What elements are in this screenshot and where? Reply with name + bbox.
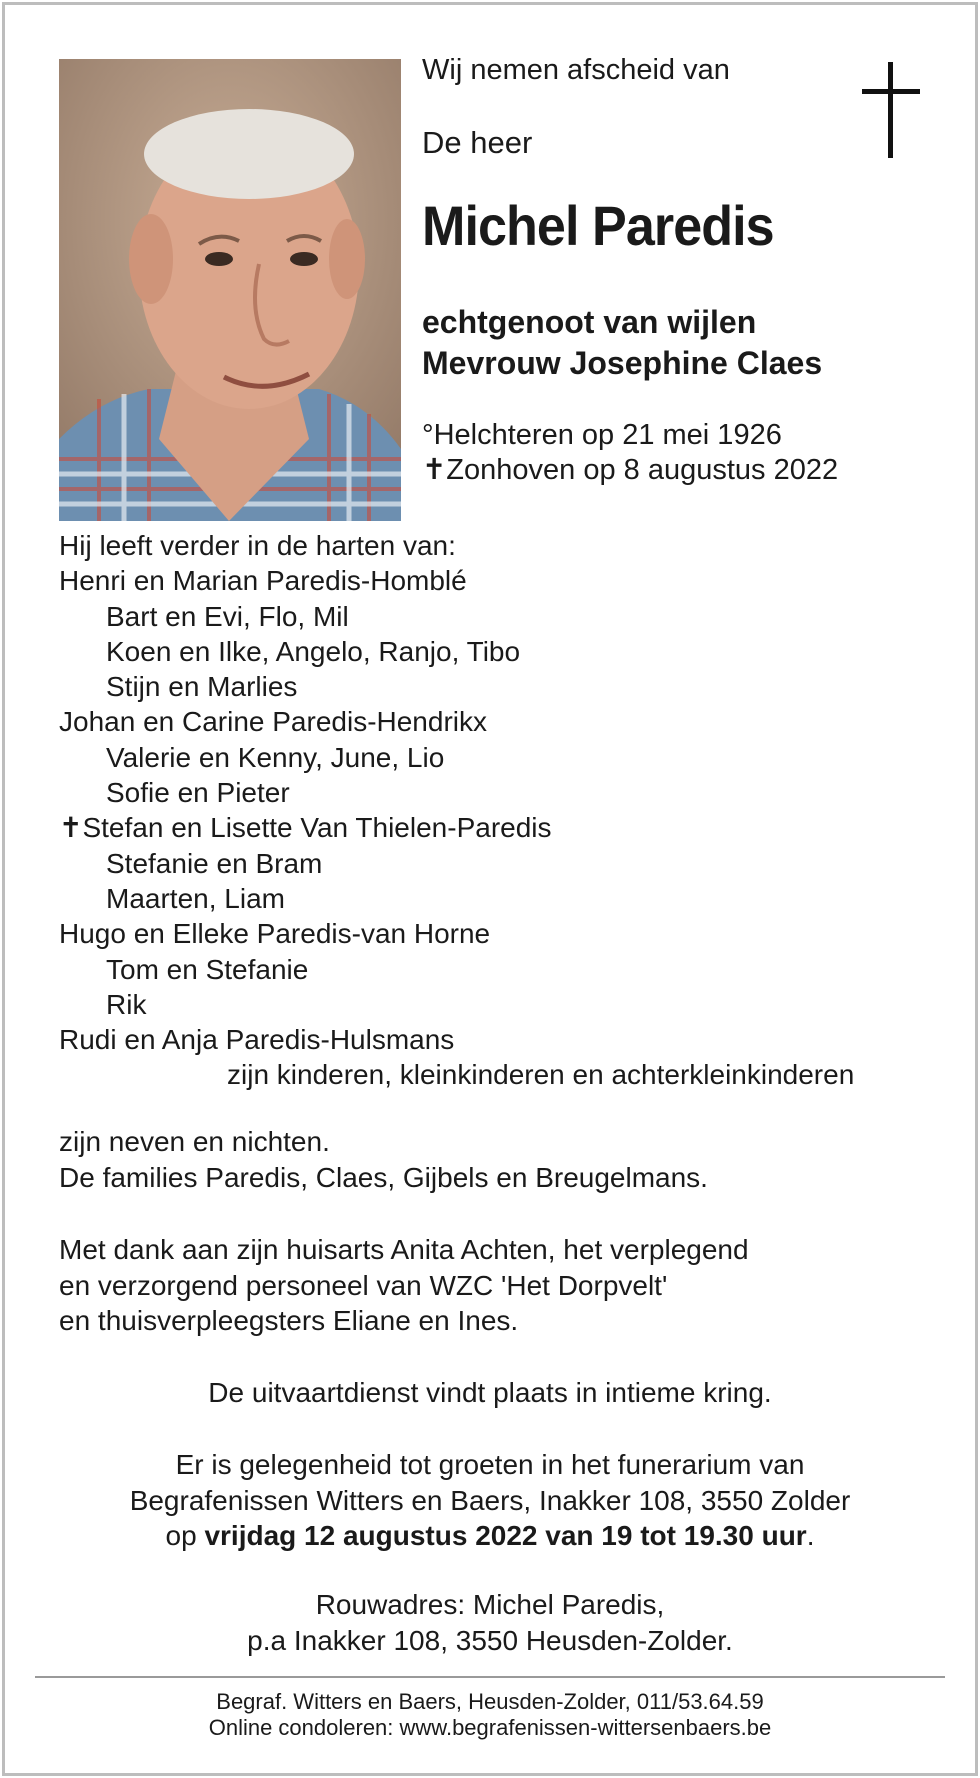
family-line: Sofie en Pieter (106, 777, 290, 809)
family-list (59, 528, 939, 1093)
death-date: ✝Zonhoven op 8 augustus 2022 (422, 454, 839, 486)
family-intro: Hij leeft verder in de harten van: (59, 530, 456, 561)
thanks-line-3: en thuisverpleegsters Eliane en Ines. (59, 1305, 519, 1336)
family-line: Koen en Ilke, Angelo, Ranjo, Tibo (106, 635, 521, 667)
family-line: Henri en Marian Paredis-Homblé (59, 565, 467, 597)
portrait-photo (59, 59, 401, 521)
family-line: Maarten, Liam (106, 882, 285, 914)
service-info: De uitvaartdienst vindt plaats in intieme kring. (208, 1377, 772, 1408)
family-line: Hugo en Elleke Paredis-van Horne (59, 918, 491, 950)
spouse-line-1: echtgenoot van wijlen (422, 304, 757, 340)
cross-icon (862, 62, 920, 158)
footer-line-2: Online condoleren: www.begrafenissen-wittersenbaers.be (208, 1715, 772, 1740)
family-line: Rik (106, 988, 147, 1020)
family-line: Tom en Stefanie (106, 953, 309, 985)
footer-divider (35, 1676, 945, 1678)
visitation-line-3 (0, 1518, 980, 1554)
intro-text: Wij nemen afscheid van (422, 54, 730, 86)
birth-date: °Helchteren op 21 mei 1926 (422, 419, 782, 451)
thanks-line-2: en verzorgend personeel van WZC 'Het Dorpvelt' (59, 1269, 668, 1301)
thanks-paragraph (59, 1232, 749, 1339)
footer-line-1: Begraf. Witters en Baers, Heusden-Zolder, 011/53.64.59 (216, 1689, 764, 1714)
family-line: Bart en Evi, Flo, Mil (106, 600, 349, 632)
family-line: Valerie en Kenny, June, Lio (106, 741, 445, 773)
visitation-suffix: . (806, 1520, 815, 1551)
honorific: De heer (422, 125, 533, 160)
footer (0, 1689, 980, 1741)
visitation-info (0, 1447, 980, 1554)
thanks-line-1: Met dank aan zijn huisarts Anita Achten, het verplegend (59, 1234, 749, 1265)
relatives (59, 1124, 708, 1195)
visitation-line-1: Er is gelegenheid tot groeten in het funerarium van (175, 1449, 805, 1480)
visitation-datetime: vrijdag 12 augustus 2022 van 19 tot 19.30 uur (204, 1520, 807, 1551)
visitation-prefix: op (165, 1520, 205, 1551)
family-line: ✝Stefan en Lisette Van Thielen-Paredis (59, 812, 552, 844)
spouse-info (422, 302, 822, 384)
address-line-1: Rouwadres: Michel Paredis, (315, 1589, 665, 1620)
spouse-line-2: Mevrouw Josephine Claes (422, 345, 823, 381)
deceased-name: Michel Paredis (422, 194, 774, 257)
address-line-2: p.a Inakker 108, 3550 Heusden-Zolder. (247, 1624, 733, 1656)
family-line: Rudi en Anja Paredis-Hulsmans (59, 1024, 455, 1056)
relatives-line-1: zijn neven en nichten. (59, 1126, 330, 1157)
family-summary: zijn kinderen, kleinkinderen en achterkleinkinderen (227, 1059, 855, 1091)
life-dates (422, 418, 838, 488)
family-line: Stefanie en Bram (106, 847, 323, 879)
visitation-line-2: Begrafenissen Witters en Baers, Inakker 108, 3550 Zolder (129, 1484, 851, 1516)
mourning-address (0, 1587, 980, 1658)
relatives-line-2: De families Paredis, Claes, Gijbels en Breugelmans. (59, 1161, 708, 1193)
family-line: Johan en Carine Paredis-Hendrikx (59, 706, 487, 738)
family-line: Stijn en Marlies (106, 671, 298, 703)
